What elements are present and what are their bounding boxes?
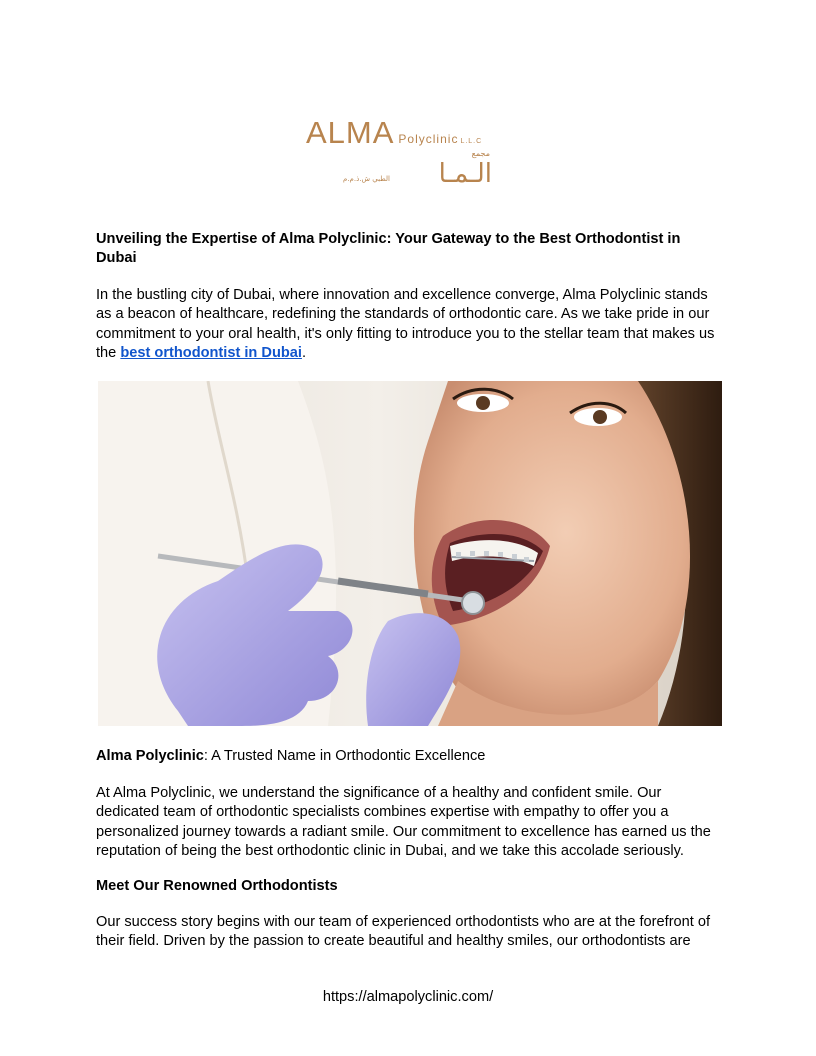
photo-illustration: [98, 381, 722, 726]
section2-title: Meet Our Renowned Orthodontists: [96, 878, 338, 894]
logo-arabic-tagline: الطبي ش.ذ.م.م: [343, 175, 390, 183]
orthodontic-patient-photo: [98, 381, 722, 726]
logo-suffix: L.L.C: [460, 138, 483, 145]
logo-latin-text: [306, 115, 482, 151]
best-orthodontist-link[interactable]: best orthodontist in Dubai: [120, 345, 302, 362]
section2-body: Our success story begins with our team of experienced orthodontists who are at the forefront of their field. Driven by the passion to create beautiful and healthy smiles, our orthodontists are: [96, 914, 711, 950]
intro-text: In the bustling city of Dubai, where innovation and excellence converge, Alma Polyclinic stands as a beacon of healthcare, redefining the standards of orthodontic care. As we take pride in our commitment to your oral health, it's only fitting to introduce you to the stellar team that makes us the: [96, 287, 715, 362]
clinic-logo: [300, 112, 500, 190]
article-title: Unveiling the Expertise of Alma Polyclinic: Your Gateway to the Best Orthodontist in Dubai: [96, 231, 681, 267]
logo-arabic-big: الـمـا: [438, 159, 492, 189]
intro-end: .: [301, 345, 307, 362]
logo-sub: Polyclinic: [398, 132, 459, 146]
logo-arabic-mark: [300, 148, 500, 190]
intro-paragraph: [96, 286, 722, 364]
logo-arabic-small: مجمع: [471, 149, 490, 158]
section1-heading: [96, 747, 722, 766]
section1-bold: Alma Polyclinic: [96, 748, 204, 764]
logo-brand: ALMA: [306, 115, 395, 150]
footer-url: https://almapolyclinic.com/: [322, 989, 494, 1005]
section1-rest: : A Trusted Name in Orthodontic Excellence: [203, 748, 486, 764]
section1-body: At Alma Polyclinic, we understand the significance of a healthy and confident smile. Our dedicated team of orthodontic specialists combines expertise with empathy to offer you a personalized journey towards a radiant smile. Our commitment to excellence has earned us the reputation of being the best orthodontic clinic in Dubai, and we take this accolade seriously.: [96, 785, 711, 860]
